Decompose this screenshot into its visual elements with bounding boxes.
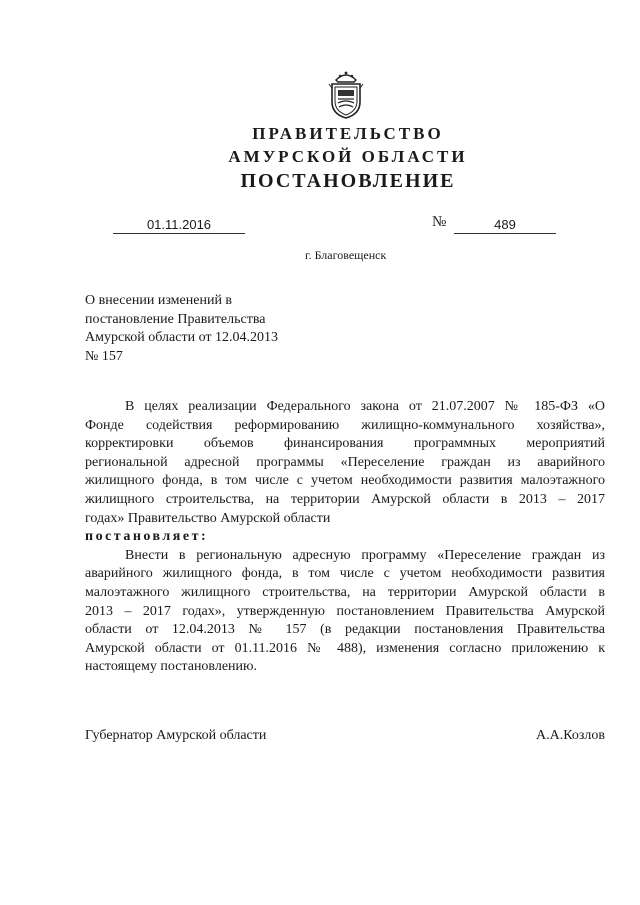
resolves-word: постановляет: [85, 529, 209, 545]
subject-line: Амурской области от 12.04.2013 [85, 330, 278, 345]
preamble-line: жилищного строительства, на территории Амурской области в 2013 – 2017 [85, 491, 605, 507]
preamble-line: В целях реализации Федерального закона от 21.07.2007 № 185-ФЗ «О [125, 399, 605, 414]
government-name-line-1: ПРАВИТЕЛЬСТВО [252, 124, 444, 143]
resolution-line: Внести в региональную адресную программу «Переселение граждан из [125, 547, 605, 563]
subject-line: № 157 [85, 348, 123, 364]
decree-number: 489 [454, 217, 556, 234]
preamble-line: региональной адресной программы «Переселение граждан из аварийного [85, 454, 605, 470]
city-name: г. Благовещенск [305, 248, 387, 262]
preamble-line: годах» Правительство Амурской области [85, 510, 331, 526]
decree-subject [85, 292, 325, 366]
resolution-line: области от 12.04.2013 № 157 (в редакции постановления Правительства [85, 622, 605, 638]
preamble-line: жилищного фонда, в том числе с учетом необходимости развития малоэтажного [85, 473, 605, 489]
preamble-line: Фонде содействия реформированию жилищно-коммунального хозяйства», [85, 417, 605, 433]
number-sign: № [432, 214, 447, 230]
resolution-line: Амурской области от 01.11.2016 № 488), изменения согласно приложению к [85, 640, 605, 656]
subject-line: О внесении изменений в [85, 293, 233, 308]
document-type-title: ПОСТАНОВЛЕНИЕ [240, 170, 456, 192]
resolution-line: настоящему постановлению. [85, 659, 257, 675]
subject-line: постановление Правительства [85, 311, 266, 327]
government-name-line-2: АМУРСКОЙ ОБЛАСТИ [228, 147, 468, 166]
resolution-line: 2013 – 2017 годах», утвержденную постановлением Правительства Амурской [85, 603, 605, 619]
decree-date: 01.11.2016 [113, 217, 245, 234]
resolution-line: аварийного жилищного фонда, в том числе с учетом необходимости развития [85, 566, 605, 582]
preamble-line: корректировки объемов финансирования программных мероприятий [85, 436, 605, 452]
signatory-position: Губернатор Амурской области [85, 728, 267, 743]
resolution-line: малоэтажного жилищного строительства, на территории Амурской области в [85, 584, 605, 600]
decree-body [85, 398, 605, 677]
signatory-name: А.А.Козлов [536, 728, 605, 743]
coat-of-arms-emblem [326, 68, 366, 120]
